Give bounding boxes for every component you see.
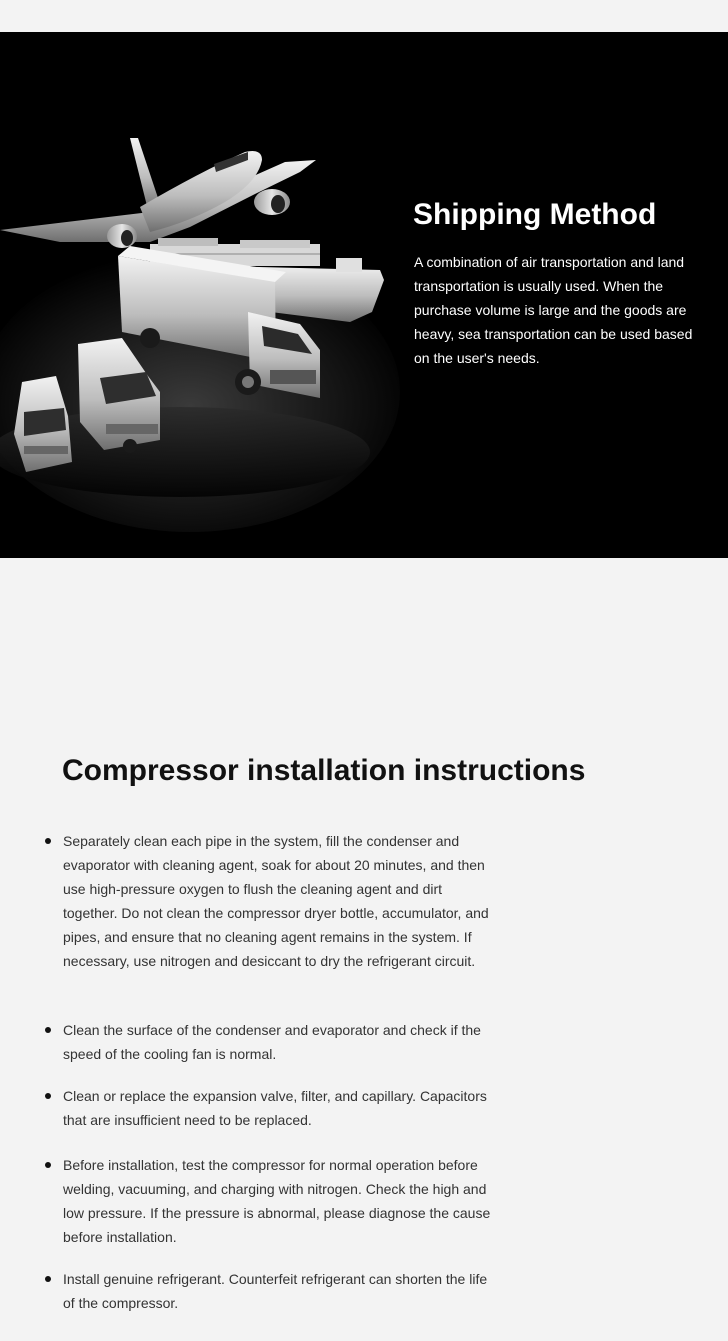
bullet-icon	[45, 1093, 51, 1099]
installation-instructions-title: Compressor installation instructions	[62, 754, 586, 787]
list-item	[45, 1153, 495, 1249]
list-item	[45, 1018, 495, 1066]
step-text: Install genuine refrigerant. Counterfeit refrigerant can shorten the life of the compressor.	[63, 1271, 488, 1311]
step-text: Before installation, test the compressor for normal operation before welding, vacuuming, and charging with nitrogen. Check the high and low pressure. If the pressure is abnormal, please diagnose the cause before installation.	[63, 1157, 491, 1245]
bullet-icon	[45, 1162, 51, 1168]
step-text: Clean or replace the expansion valve, filter, and capillary. Capacitors that are insufficient need to be replaced.	[63, 1088, 487, 1128]
bullet-icon	[45, 838, 51, 844]
list-item	[45, 1267, 495, 1315]
shipping-method-description: A combination of air transportation and land transportation is usually used. When the purchase volume is large and the goods are heavy, sea transportation can be used based on the user's needs.	[414, 254, 693, 366]
step-text: Clean the surface of the condenser and evaporator and check if the speed of the cooling fan is normal.	[63, 1022, 481, 1062]
bullet-icon	[45, 1276, 51, 1282]
shipping-method-banner	[0, 32, 728, 558]
shipping-method-title: Shipping Method	[413, 198, 657, 231]
list-item	[45, 829, 495, 973]
transport-vehicles-image	[0, 32, 400, 558]
step-text: Separately clean each pipe in the system, fill the condenser and evaporator with cleaning agent, soak for about 20 minutes, and then use high-pressure oxygen to flush the cleaning agent and dirt together. Do not clean the compressor dryer bottle, accumulator, and pipes, and ensure that no cleaning agent remains in the system. If necessary, use nitrogen and desiccant to dry the refrigerant circuit.	[63, 833, 489, 969]
list-item	[45, 1084, 495, 1132]
bullet-icon	[45, 1027, 51, 1033]
